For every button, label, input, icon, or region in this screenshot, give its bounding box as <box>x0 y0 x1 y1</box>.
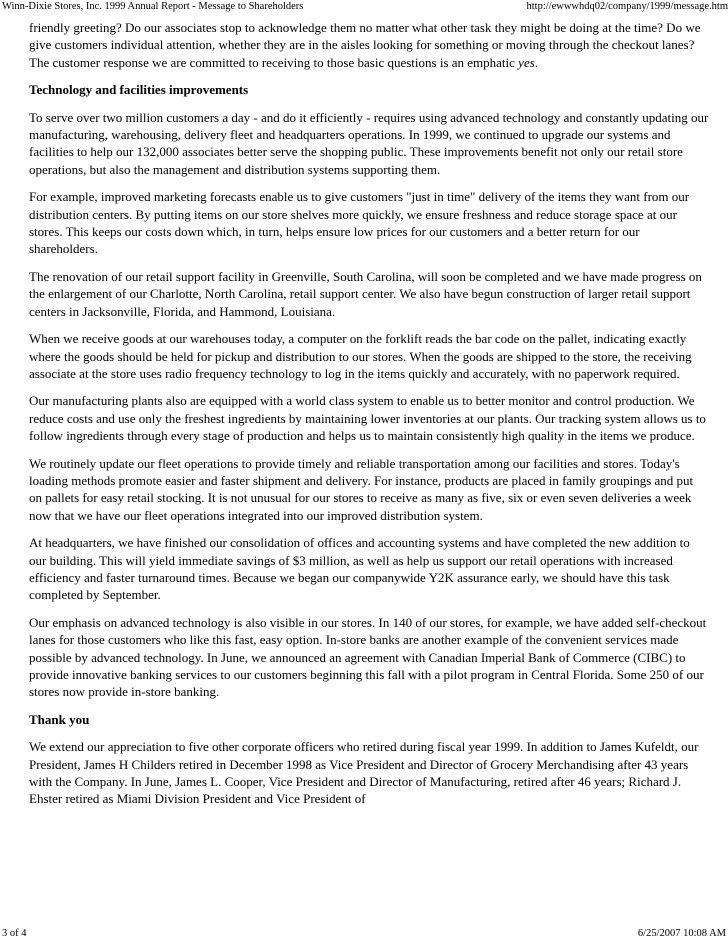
paragraph: For example, improved marketing forecasts enable us to give customers "just in time" delivery of the items they want from our distribution centers. By putting items on our store shelves more quickly, we ensure freshness and reduce storage space at our stores. This keeps our costs down which, in turn, helps ensure low prices for our customers and a better return for our shareholders. <box>29 189 690 257</box>
emphasis-yes: yes <box>518 54 535 70</box>
paragraph: Our emphasis on advanced technology is also visible in our stores. In 140 of our stores, for example, we have added self-checkout lanes for those customers who like this fast, easy option. In-store banks are another example of the convenient services made possible by advanced technology. In June, we announced an agreement with Canadian Imperial Bank of Commerce (CIBC) to provide innovative banking services to our customers beginning this fall with a pilot program in Central Florida. Some 250 of our stores now provide in-store banking. <box>29 614 707 700</box>
paragraph: To serve over two million customers a day - and do it efficiently - requires using advanced technology and constantly updating our manufacturing, warehousing, delivery fleet and headquarters operations. In 1999, we continued to upgrade our systems and facilities to help our 132,000 associates better serve the shopping public. These improvements benefit not only our retail store operations, but also the management and distribution systems supporting them. <box>29 109 709 177</box>
print-timestamp: 6/25/2007 10:08 AM <box>637 928 726 939</box>
message-body <box>29 19 709 818</box>
document-title: Winn-Dixie Stores, Inc. 1999 Annual Report - Message to Shareholders <box>2 1 304 12</box>
intro-paragraph: friendly greeting? Do our associates stop to acknowledge them no matter what other task they might be doing at the time? Do we give customers individual attention, whether they are in the aisles looking for something or moving through the checkout lanes? The customer response we are committed to receiving to those basic questions is an emphatic yes. <box>29 20 701 70</box>
paragraph: We extend our appreciation to five other corporate officers who retired during fiscal year 1999. In addition to James Kufeldt, our President, James H Childers retired in December 1998 as Vice President and Director of Grocery Merchandising after 43 years with the Company. In June, James L. Cooper, Vice President and Director of Manufacturing, retired after 46 years; Richard J. Ehster retired as Miami Division President and Vice President of <box>29 739 699 807</box>
document-url: http://ewwwhdq02/company/1999/message.htm <box>526 1 728 12</box>
paragraph: At headquarters, we have finished our consolidation of offices and accounting systems and have completed the new addition to our building. This will yield immediate savings of $3 million, as well as help us support our retail operations with increased efficiency and faster turnaround times. Because we began our companywide Y2K assurance early, we should have this task completed by September. <box>29 535 690 603</box>
section-heading-thank-you: Thank you <box>29 711 90 727</box>
page-number: 3 of 4 <box>2 928 27 939</box>
print-footer <box>0 927 728 941</box>
print-header <box>0 0 728 14</box>
paragraph: Our manufacturing plants also are equipped with a world class system to enable us to better monitor and control production. We reduce costs and use only the freshest ingredients by maintaining lower inventories at our plants. Our tracking system allows us to follow ingredients through every stage of production and helps us to maintain consistently high quality in the items we produce. <box>29 393 706 444</box>
paragraph: When we receive goods at our warehouses today, a computer on the forklift reads the bar code on the pallet, indicating exactly where the goods should be held for pickup and distribution to our stores. When the goods are shipped to the store, the receiving associate at the store uses radio frequency technology to log in the items quickly and accurately, with no paperwork required. <box>29 331 692 381</box>
section-heading-technology: Technology and facilities improvements <box>29 82 249 98</box>
paragraph: The renovation of our retail support facility in Greenville, South Carolina, will soon be completed and we have made progress on the enlargement of our Charlotte, North Carolina, retail support center. We also have begun construction of larger retail support centers in Jacksonville, Florida, and Hammond, Louisiana. <box>29 268 702 319</box>
paragraph: We routinely update our fleet operations to provide timely and reliable transportation among our facilities and stores. Today's loading methods promote easier and faster shipment and delivery. For instance, products are placed in family groupings and put on pallets for easy retail stocking. It is not unusual for our stores to receive as many as five, six or even seven deliveries a week now that we have our fleet operations integrated into our improved distribution system. <box>29 455 694 523</box>
